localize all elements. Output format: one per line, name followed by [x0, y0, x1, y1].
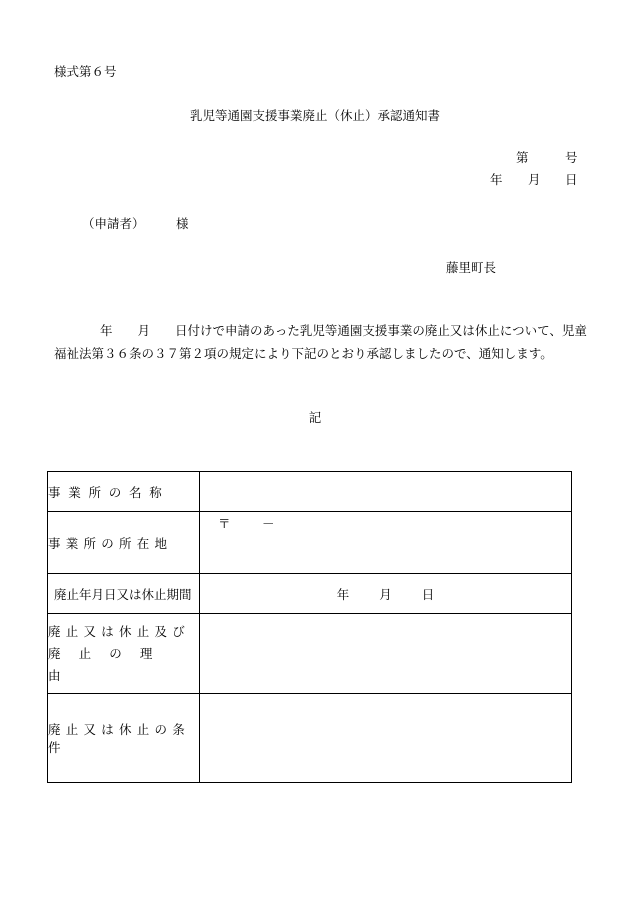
facility-address-field[interactable]: [200, 512, 572, 574]
form-number: 様式第６号: [54, 64, 117, 79]
table-row: [48, 472, 572, 512]
approval-details-table: [47, 471, 572, 783]
closure-reason-field[interactable]: [200, 614, 572, 694]
closure-period-field[interactable]: [200, 574, 572, 614]
closure-day: 日: [421, 586, 435, 602]
body-text-line2: 福祉法第３６条の３７第２項の規定により下記のとおり承認しましたので、通知します。: [54, 346, 553, 361]
doc-number-dai: 第: [516, 150, 529, 165]
ki-heading: 記: [308, 410, 322, 425]
date-month: 月: [528, 172, 541, 187]
body-text-line1: 年 月 日付けで申請のあった乳児等通園支援事業の廃止又は休止について、児童: [100, 323, 587, 338]
document-title: 乳児等通園支援事業廃止（休止）承認通知書: [189, 108, 440, 123]
issuer-name: 藤里町長: [446, 260, 497, 275]
closure-year: 年: [336, 586, 350, 602]
table-row: [48, 614, 572, 694]
date-year: 年: [490, 172, 503, 187]
closure-reason-label: 廃止又は休止及び 廃止の理由: [48, 614, 200, 694]
postal-dash: －: [262, 516, 275, 531]
facility-address-label: 事業所の所在地: [48, 512, 200, 574]
table-row: [48, 694, 572, 783]
postal-mark: 〒: [218, 516, 231, 531]
closure-conditions-field[interactable]: [200, 694, 572, 783]
closure-conditions-label: 廃止又は休止の条件: [48, 694, 200, 783]
date-day: 日: [565, 172, 578, 187]
applicant-label: （申請者）: [82, 216, 145, 231]
table-row: [48, 574, 572, 614]
applicant-honorific: 様: [176, 216, 189, 231]
facility-name-label: 事業所の名称: [48, 472, 200, 512]
facility-name-field[interactable]: [200, 472, 572, 512]
doc-number-go: 号: [565, 150, 578, 165]
closure-period-label: 廃止年月日又は休止期間: [48, 574, 200, 614]
closure-month: 月: [379, 586, 392, 602]
table-row: [48, 512, 572, 574]
